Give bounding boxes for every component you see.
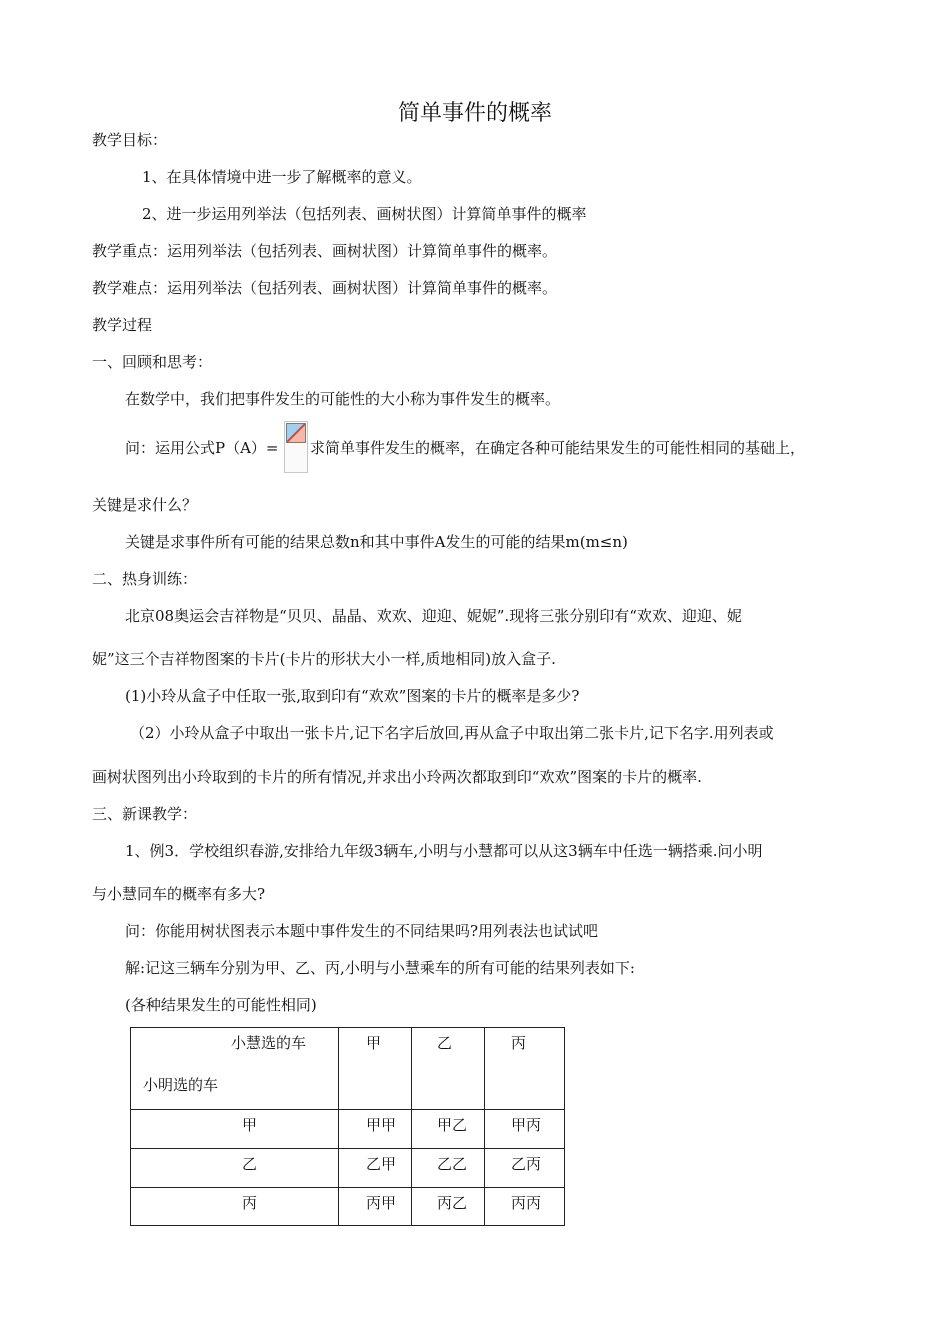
solution-note: (各种结果发生的可能性相同) — [125, 996, 317, 1014]
corner-bottom-label: 小明选的车 — [143, 1076, 219, 1094]
table-cell-text: 丙乙 — [437, 1194, 468, 1212]
example-line1: 1、例3．学校组织春游,安排给九年级3辆车,小明与小慧都可以从这3辆车中任选一辆搭乘.问小明 — [125, 842, 763, 860]
section2-paragraph-line2: 妮”这三个吉祥物图案的卡片(卡片的形状大小一样,质地相同)放入盒子. — [92, 650, 556, 668]
solution-text: 解:记这三辆车分别为甲、乙、丙,小明与小慧乘车的所有可能的结果列表如下: — [125, 959, 635, 977]
col-header-label: 乙 — [437, 1034, 453, 1052]
key-point: 教学重点：运用列举法（包括列表、画树状图）计算简单事件的概率。 — [92, 242, 558, 260]
table-row — [131, 1149, 565, 1188]
corner-top-label: 小慧选的车 — [231, 1034, 307, 1052]
table-cell — [485, 1188, 565, 1226]
col-header-label: 丙 — [511, 1034, 527, 1052]
section3-heading: 三、新课教学： — [92, 805, 198, 823]
table-header-row — [131, 1028, 565, 1110]
table-cell-text: 乙丙 — [511, 1155, 542, 1173]
row-header-label: 乙 — [242, 1155, 258, 1173]
page-title: 简单事件的概率 — [397, 101, 552, 126]
formula-question-line2: 关键是求什么？ — [92, 496, 198, 514]
table-cell — [412, 1149, 485, 1188]
table-cell — [412, 1188, 485, 1226]
broken-formula-image-icon — [284, 421, 308, 473]
table-cell-text: 丙甲 — [366, 1194, 397, 1212]
row-header-cell — [131, 1188, 339, 1226]
row-header-label: 丙 — [242, 1194, 258, 1212]
table-col-header — [339, 1028, 412, 1110]
table-row — [131, 1110, 565, 1149]
formula-question-end: 求简单事件发生的概率，在确定各种可能结果发生的可能性相同的基础上， — [310, 439, 806, 457]
row-header-label: 甲 — [242, 1116, 258, 1134]
row-header-cell — [131, 1110, 339, 1149]
section2-question-2-line1: （2）小玲从盒子中取出一张卡片,记下名字后放回,再从盒子中取出第二张卡片,记下名字.用列表或 — [130, 724, 774, 742]
table-col-header — [412, 1028, 485, 1110]
table-cell — [339, 1110, 412, 1149]
table-cell — [339, 1188, 412, 1226]
difficulty: 教学难点：运用列举法（包括列表、画树状图）计算简单事件的概率。 — [92, 279, 558, 297]
section1-paragraph: 在数学中，我们把事件发生的可能性的大小称为事件发生的概率。 — [125, 390, 561, 408]
section3-question: 问：你能用树状图表示本题中事件发生的不同结果吗?用列表法也试试吧 — [125, 922, 599, 940]
section1-heading: 一、回顾和思考： — [92, 353, 213, 371]
table-cell-text: 甲丙 — [511, 1116, 542, 1134]
table-cell — [412, 1110, 485, 1149]
section1-answer: 关键是求事件所有可能的结果总数n和其中事件A发生的可能的结果m(m≤n) — [125, 533, 628, 551]
formula-question-start: 问：运用公式P（A）= — [125, 439, 279, 457]
table-cell-text: 乙甲 — [366, 1155, 397, 1173]
table-cell-text: 乙乙 — [437, 1155, 468, 1173]
section2-paragraph-line1: 北京08奥运会吉祥物是“贝贝、晶晶、欢欢、迎迎、妮妮”.现将三张分别印有“欢欢、迎迎、妮 — [125, 607, 742, 625]
goal-1: 1、在具体情境中进一步了解概率的意义。 — [142, 168, 422, 186]
section2-question-1: (1)小玲从盒子中任取一张,取到印有“欢欢”图案的卡片的概率是多少? — [125, 687, 580, 705]
row-header-cell — [131, 1149, 339, 1188]
table-cell-text: 甲甲 — [366, 1116, 397, 1134]
table-cell — [339, 1149, 412, 1188]
table-cell-text: 丙丙 — [511, 1194, 542, 1212]
table-col-header — [485, 1028, 565, 1110]
table-corner-cell — [131, 1028, 339, 1110]
goals-heading: 教学目标： — [92, 131, 168, 149]
goal-2: 2、进一步运用列举法（包括列表、画树状图）计算简单事件的概率 — [142, 205, 587, 223]
example-line2: 与小慧同车的概率有多大? — [92, 885, 266, 903]
process-heading: 教学过程 — [92, 316, 153, 334]
table-cell — [485, 1149, 565, 1188]
table-cell — [485, 1110, 565, 1149]
outcome-table — [130, 1027, 565, 1226]
section2-question-2-line2: 画树状图列出小玲取到的卡片的所有情况,并求出小玲两次都取到印“欢欢”图案的卡片的概率. — [92, 768, 702, 786]
section2-heading: 二、热身训练： — [92, 570, 198, 588]
col-header-label: 甲 — [366, 1034, 382, 1052]
table-row — [131, 1188, 565, 1226]
table-cell-text: 甲乙 — [437, 1116, 468, 1134]
